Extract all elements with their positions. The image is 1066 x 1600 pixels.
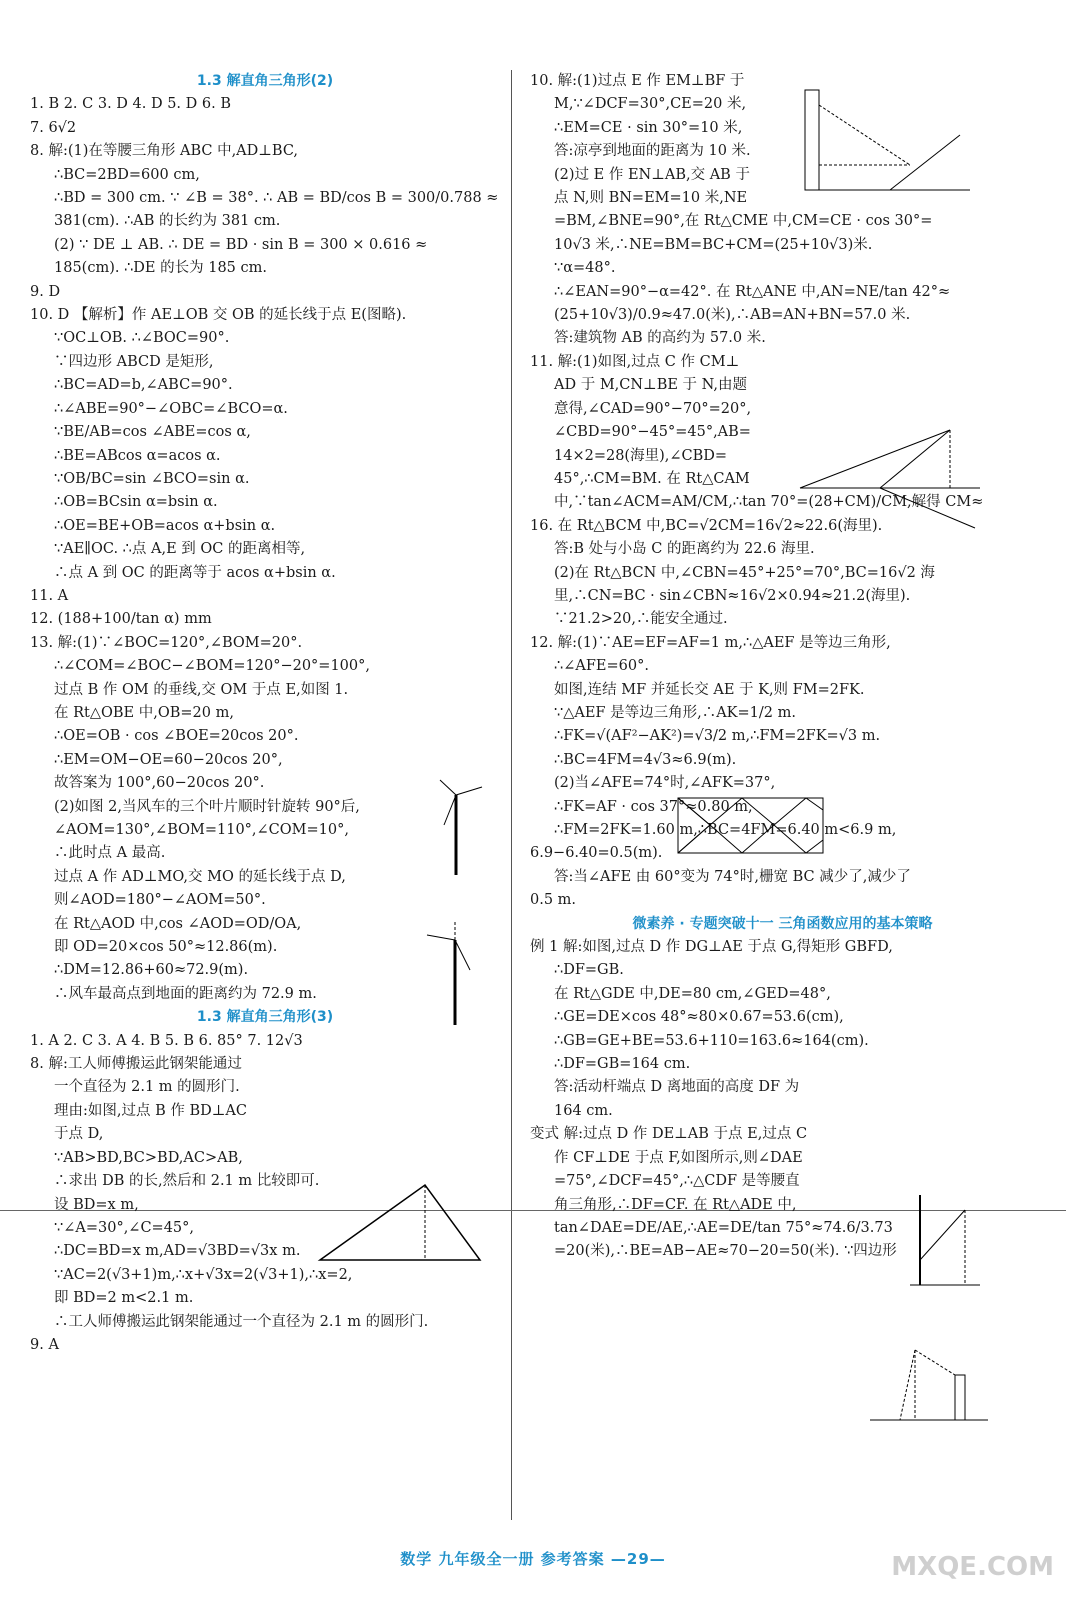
answer-line: 即 OD=20×cos 50°≈12.86(m).: [54, 939, 278, 956]
answer-line: 故答案为 100°,60−20cos 20°.: [54, 775, 265, 792]
answer-line: ∴EM=CE · sin 30°=10 米,: [554, 119, 743, 136]
answer-line: =20(米),∴BE=AB−AE≈70−20=50(米). ∵四边形: [554, 1243, 897, 1260]
answer-line: ∴∠AFE=60°.: [554, 658, 649, 675]
answer-line: (2)过 E 作 EN⊥AB,交 AB 于: [554, 166, 750, 183]
answer-line: ∵α=48°.: [554, 260, 616, 277]
answer-line: ∴DF=GB.: [554, 962, 624, 979]
answer-line: 一个直径为 2.1 m 的圆形门.: [54, 1079, 240, 1096]
answer-line: ∴风车最高点到地面的距离约为 72.9 m.: [54, 985, 317, 1002]
answer-line: (2) ∵ DE ⊥ AB. ∴ DE = BD · sin B = 300 × 0.616 ≈: [54, 236, 428, 253]
answer-line: 6.9−6.40=0.5(m).: [530, 845, 663, 862]
answer-line: 理由:如图,过点 B 作 BD⊥AC: [54, 1102, 247, 1119]
fence-figure: [670, 790, 835, 860]
answer-line: ∴BE=ABcos α=acos α.: [54, 447, 221, 464]
answer-line: (25+10√3)/0.9≈47.0(米),∴AB=AN+BN=57.0 米.: [554, 307, 911, 324]
answer-line: 1. A 2. C 3. A 4. B 5. B 6. 85° 7. 12√3: [30, 1032, 303, 1049]
answer-line: ∵AB>BD,BC>BD,AC>AB,: [54, 1149, 243, 1166]
answer-line: ∠AOM=130°,∠BOM=110°,∠COM=10°,: [54, 822, 349, 838]
answer-line: 164 cm.: [554, 1102, 613, 1119]
section-title: 微素养 · 专题突破十一 三角函数应用的基本策略: [632, 915, 933, 932]
windmill-figure-1: [420, 775, 500, 885]
answer-line: 12. (188+100/tan α) mm: [30, 611, 212, 628]
answer-line: ∴BC=AD=b,∠ABC=90°.: [54, 377, 233, 394]
answer-line: (2)在 Rt△BCN 中,∠CBN=45°+25°=70°,BC=16√2 海: [554, 564, 935, 581]
answer-line: 中,∵tan∠ACM=AM/CM,∴tan 70°=(28+CM)/CM,解得 CM≈: [554, 494, 984, 511]
section-title: 1.3 解直角三角形(2): [196, 73, 334, 89]
answer-line: 答:当∠AFE 由 60°变为 74°时,栅宽 BC 减少了,减少了: [554, 868, 911, 885]
answer-line: (2)当∠AFE=74°时,∠AFK=37°,: [554, 775, 776, 792]
answer-line: ∴EM=OM−OE=60−20cos 20°,: [54, 751, 283, 768]
answer-line: 在 Rt△OBE 中,OB=20 m,: [54, 704, 234, 721]
answer-line: 9. D: [30, 283, 61, 300]
answer-line: 过点 B 作 OM 的垂线,交 OM 于点 E,如图 1.: [54, 681, 349, 698]
answer-line: 于点 D,: [54, 1126, 104, 1143]
answer-line: ∴OB=BCsin α=bsin α.: [54, 494, 218, 511]
answer-line: ∴∠COM=∠BOC−∠BOM=120°−20°=100°,: [54, 658, 370, 675]
answer-line: ∵△AEF 是等边三角形,∴AK=1/2 m.: [554, 704, 796, 721]
answer-line: =BM,∠BNE=90°,在 Rt△CME 中,CM=CE · cos 30°=: [554, 213, 933, 230]
answer-line: 14×2=28(海里),∠CBD=: [554, 447, 728, 464]
answer-line: ∴点 A 到 OC 的距离等于 acos α+bsin α.: [54, 564, 336, 581]
answer-line: 10. D 【解析】作 AE⊥OB 交 OB 的延长线于点 E(图略).: [30, 307, 407, 324]
answer-line: ∴FK=√(AF²−AK²)=√3/2 m,∴FM=2FK=√3 m.: [554, 728, 881, 745]
answer-line: 作 CF⊥DE 于点 F,如图所示,则∠DAE: [554, 1149, 803, 1166]
answer-line: ∴求出 DB 的长,然后和 2.1 m 比较即可.: [54, 1173, 320, 1190]
answer-line: 设 BD=x m,: [54, 1196, 139, 1213]
answer-line: ∴DM=12.86+60≈72.9(m).: [54, 962, 249, 979]
section-title: 1.3 解直角三角形(3): [196, 1009, 334, 1026]
answer-line: 即 BD=2 m<2.1 m.: [54, 1290, 194, 1307]
answer-line: ∵四边形 ABCD 是矩形,: [54, 353, 214, 370]
answer-line: 在 Rt△GDE 中,DE=80 cm,∠GED=48°,: [554, 985, 831, 1002]
answer-line: 则∠AOD=180°−∠AOM=50°.: [54, 892, 266, 909]
tower-figure: [870, 1340, 990, 1440]
building-figure: [800, 80, 980, 205]
answer-line: 381(cm). ∴AB 的长约为 381 cm.: [54, 213, 281, 230]
answer-line: 角三角形,∴DF=CF. 在 Rt△ADE 中,: [554, 1196, 797, 1213]
navigation-figure: [795, 418, 985, 533]
page-footer: 数学 九年级全一册 参考答案 —29—: [400, 1550, 666, 1568]
answer-line: ∴DC=BD=x m,AD=√3BD=√3x m.: [54, 1243, 301, 1260]
answer-line: 11. A: [30, 587, 69, 604]
answer-line: 答:凉亭到地面的距离为 10 米.: [554, 143, 751, 160]
answer-line: ∴∠EAN=90°−α=42°. 在 Rt△ANE 中,AN=NE/tan 42°≈: [554, 283, 951, 300]
answer-line: ∵AE∥OC. ∴点 A,E 到 OC 的距离相等,: [54, 541, 306, 558]
answer-line: ∴DF=GB=164 cm.: [554, 1056, 691, 1073]
answer-line: ∵21.2>20,∴能安全通过.: [554, 611, 728, 628]
answer-line: (2)如图 2,当风车的三个叶片顺时针旋转 90°后,: [54, 798, 360, 815]
answer-line: 10√3 米,∴NE=BM=BC+CM=(25+10√3)米.: [554, 236, 873, 253]
answer-line: ∠CBD=90°−45°=45°,AB=: [554, 424, 751, 441]
answer-line: 8. 解:工人师傅搬运此钢架能通过: [30, 1056, 242, 1073]
answer-line: 9. A: [30, 1336, 59, 1353]
answer-line: 7. 6√2: [30, 119, 77, 136]
answer-line: ∴GE=DE×cos 48°≈80×0.67=53.6(cm),: [554, 1009, 844, 1026]
answer-line: ∴GB=GE+BE=53.6+110=163.6≈164(cm).: [554, 1032, 869, 1049]
answer-line: 1. B 2. C 3. D 4. D 5. D 6. B: [30, 96, 231, 113]
column-divider: [511, 70, 512, 1520]
answer-line: M,∵∠DCF=30°,CE=20 米,: [554, 96, 747, 113]
watermark: MXQE.COM: [891, 1552, 1054, 1582]
right-column: [530, 70, 1035, 1264]
answer-line: ∴BD = 300 cm. ∵ ∠B = 38°. ∴ AB = BD/cos B = 300/0.788 ≈: [54, 190, 499, 207]
answer-line: 45°,∴CM=BM. 在 Rt△CAM: [554, 470, 750, 487]
lever-figure: [905, 1190, 985, 1295]
triangle-figure: [310, 1175, 490, 1270]
answer-line: ∵AC=2(√3+1)m,∴x+√3x=2(√3+1),∴x=2,: [54, 1266, 353, 1283]
answer-line: 8. 解:(1)在等腰三角形 ABC 中,AD⊥BC,: [30, 143, 299, 160]
answer-line: ∴FK=AF · cos 37°≈0.80 m,: [554, 798, 753, 815]
answer-line: ∴工人师傅搬运此钢架能通过一个直径为 2.1 m 的圆形门.: [54, 1313, 429, 1330]
answer-line: =75°,∠DCF=45°,∴△CDF 是等腰直: [554, 1173, 800, 1190]
answer-line: 11. 解:(1)如图,过点 C 作 CM⊥: [530, 353, 740, 370]
answer-line: 里,∴CN=BC · sin∠CBN≈16√2×0.94≈21.2(海里).: [554, 587, 911, 604]
answer-line: ∴BC=4FM=4√3≈6.9(m).: [554, 751, 737, 768]
answer-line: ∵BE/AB=cos ∠ABE=cos α,: [54, 424, 251, 441]
answer-line: 答:B 处与小岛 C 的距离约为 22.6 海里.: [554, 541, 815, 558]
answer-line: ∴∠ABE=90°−∠OBC=∠BCO=α.: [54, 400, 288, 417]
answer-line: ∵OC⊥OB. ∴∠BOC=90°.: [54, 330, 230, 347]
answer-line: 点 N,则 BN=EM=10 米,NE: [554, 190, 748, 207]
answer-line: ∴OE=BE+OB=acos α+bsin α.: [54, 517, 276, 534]
answer-line: 答:建筑物 AB 的高约为 57.0 米.: [554, 330, 766, 347]
answer-line: ∵∠A=30°,∠C=45°,: [54, 1219, 195, 1236]
answer-line: 变式 解:过点 D 作 DE⊥AB 于点 E,过点 C: [530, 1126, 808, 1143]
answer-line: ∴BC=2BD=600 cm,: [54, 166, 200, 183]
answer-line: 答:活动杆端点 D 离地面的高度 DF 为: [554, 1079, 800, 1096]
answer-line: tan∠DAE=DE/AE,∴AE=DE/tan 75°≈74.6/3.73: [554, 1219, 893, 1236]
left-column: [30, 70, 500, 1357]
answer-line: ∵OB/BC=sin ∠BCO=sin α.: [54, 470, 250, 487]
answer-line: 如图,连结 MF 并延长交 AE 于 K,则 FM=2FK.: [554, 681, 865, 698]
windmill-figure-2: [415, 915, 495, 1035]
answer-line: 例 1 解:如图,过点 D 作 DG⊥AE 于点 G,得矩形 GBFD,: [530, 939, 893, 956]
answer-line: ∴OE=OB · cos ∠BOE=20cos 20°.: [54, 728, 299, 745]
answer-line: AD 于 M,CN⊥BE 于 N,由题: [554, 377, 748, 394]
answer-line: 13. 解:(1)∵∠BOC=120°,∠BOM=20°.: [30, 634, 303, 651]
answer-line: 10. 解:(1)过点 E 作 EM⊥BF 于: [530, 73, 745, 89]
answer-line: 16. 在 Rt△BCM 中,BC=√2CM=16√2≈22.6(海里).: [530, 517, 883, 534]
answer-line: 12. 解:(1)∵AE=EF=AF=1 m,∴△AEF 是等边三角形,: [530, 634, 891, 651]
answer-line: 185(cm). ∴DE 的长为 185 cm.: [54, 260, 267, 277]
answer-line: 在 Rt△AOD 中,cos ∠AOD=OD/OA,: [54, 915, 302, 932]
answer-line: 意得,∠CAD=90°−70°=20°,: [554, 400, 752, 417]
answer-line: ∴此时点 A 最高.: [54, 845, 166, 862]
answer-line: 过点 A 作 AD⊥MO,交 MO 的延长线于点 D,: [54, 868, 346, 885]
answer-line: 0.5 m.: [530, 892, 577, 909]
answer-line: ∴FM=2FK=1.60 m,∴BC=4FM=6.40 m<6.9 m,: [554, 822, 897, 838]
